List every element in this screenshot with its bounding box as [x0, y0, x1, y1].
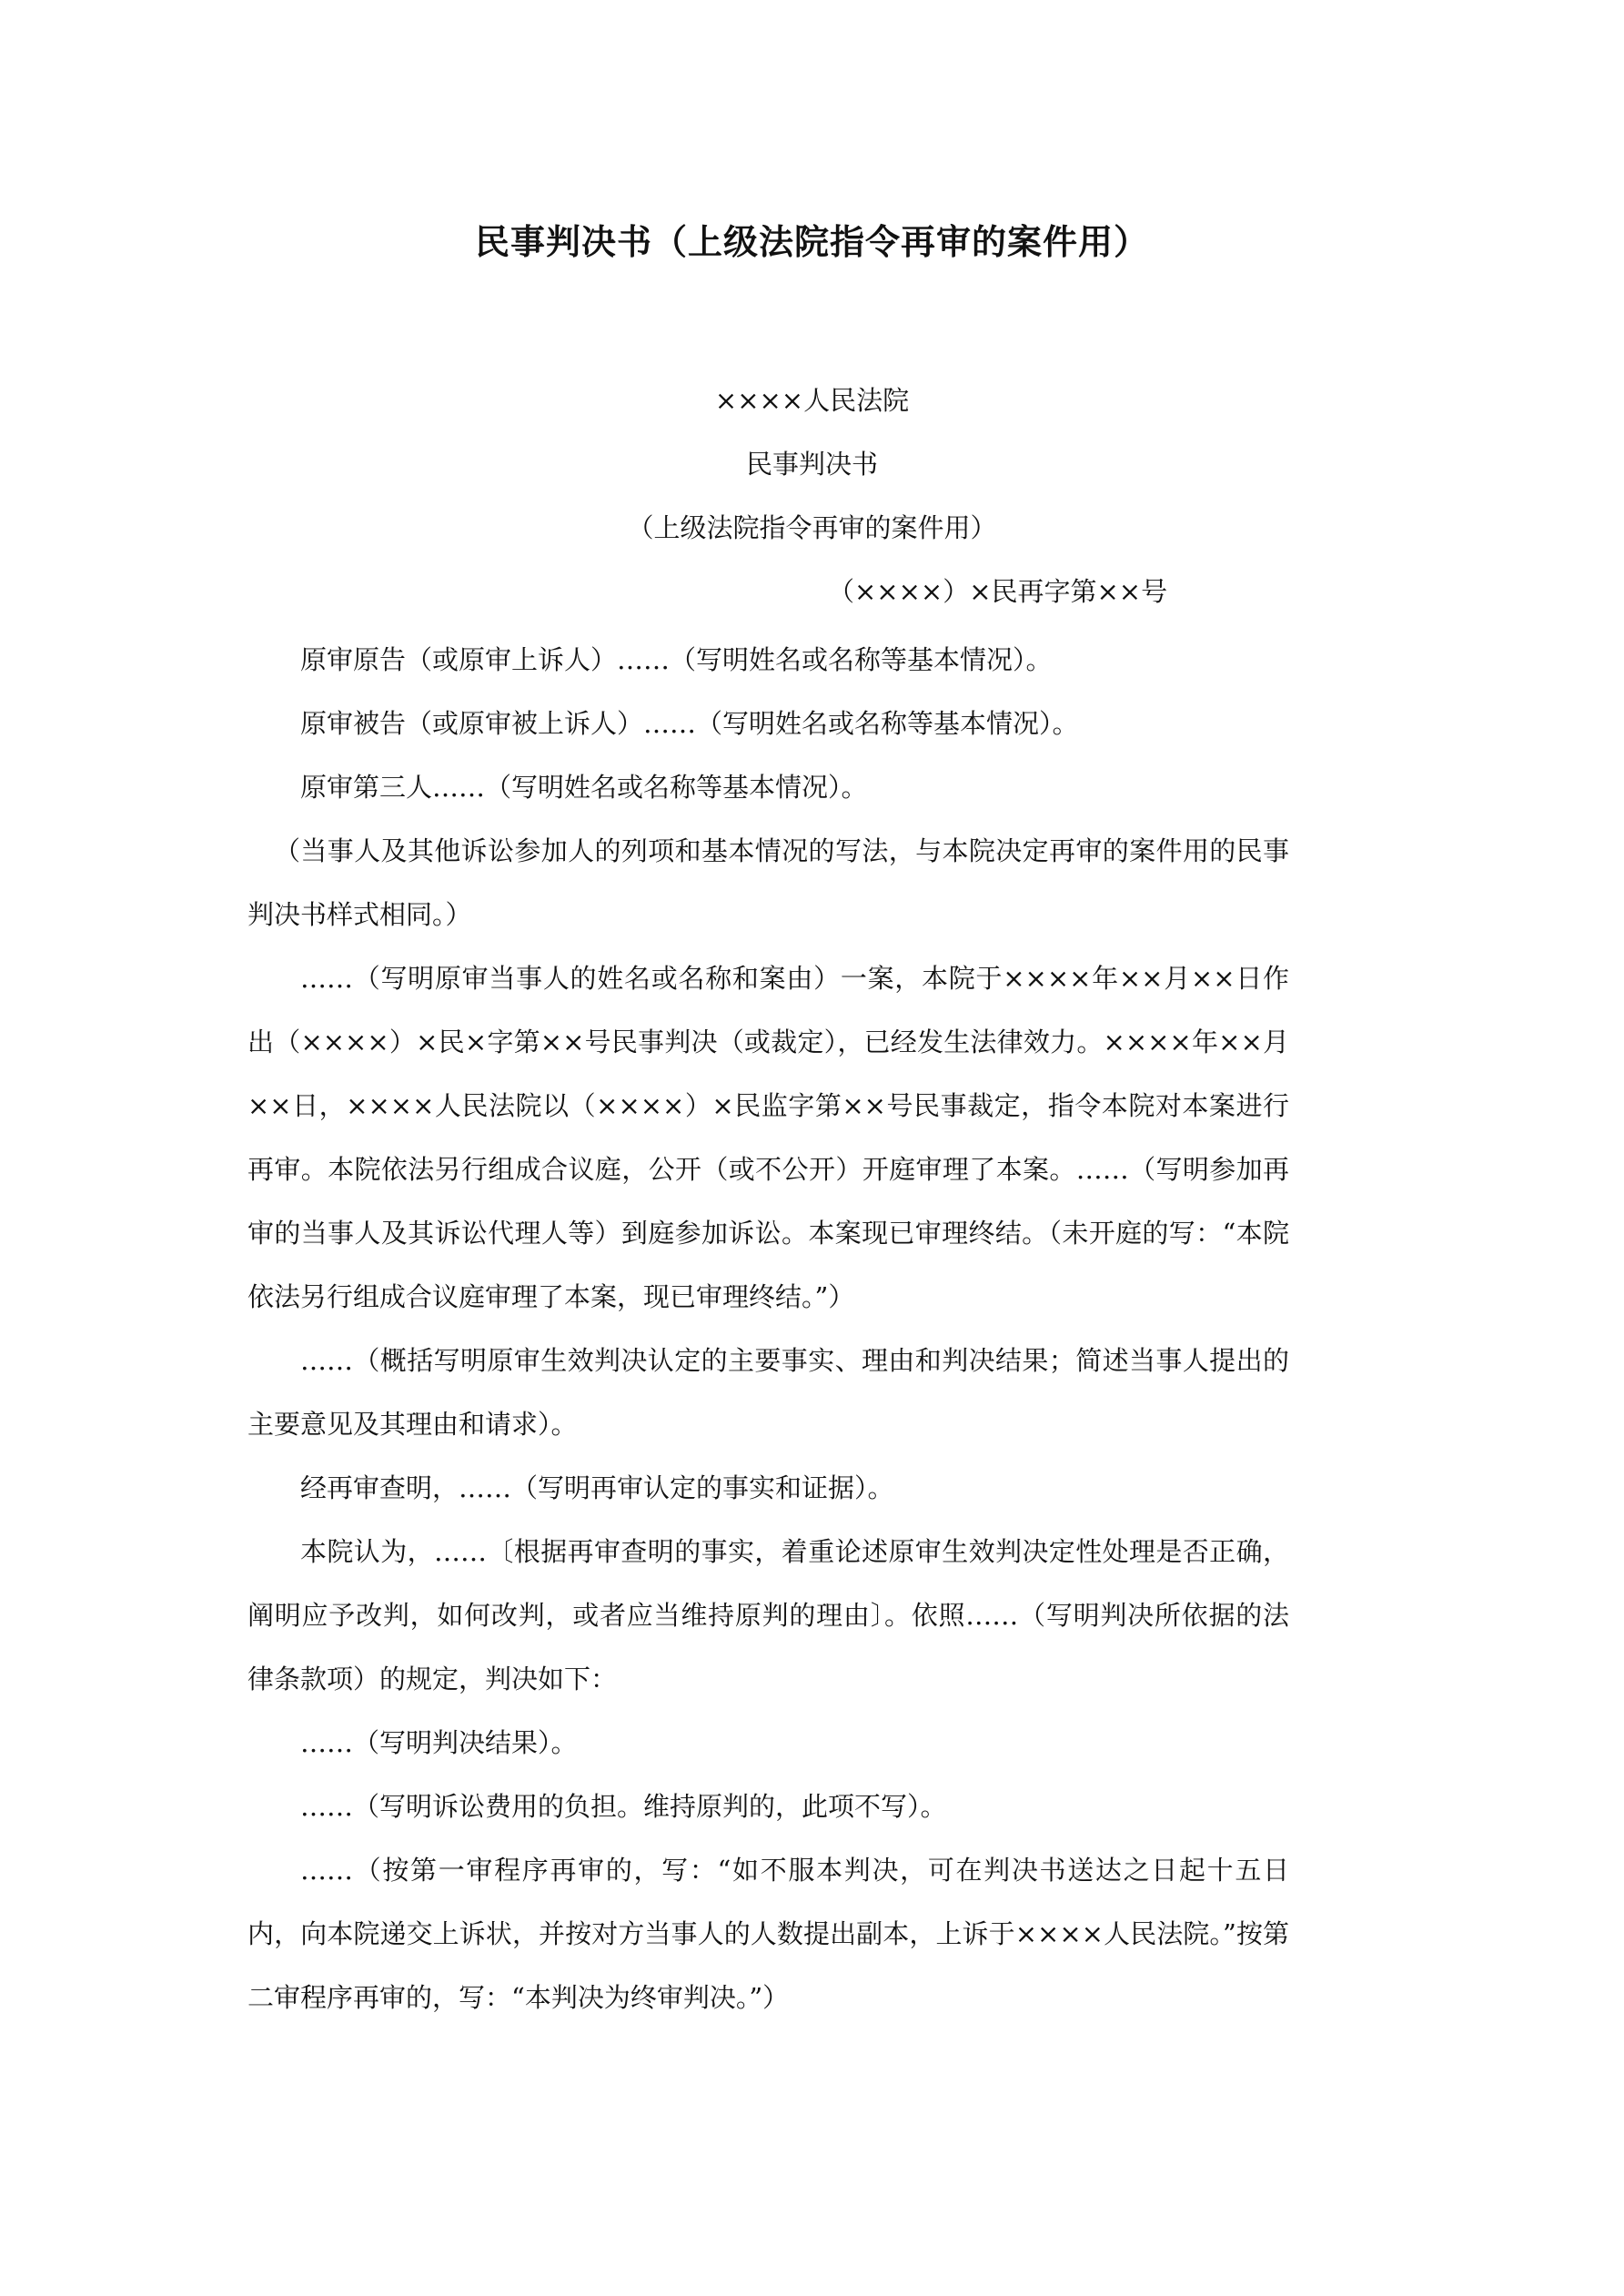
paragraph-judgment-result: ……（写明判决结果）。: [300, 1727, 578, 1758]
paragraph-retrial-findings: 经再审查明，……（写明再审认定的事实和证据）。: [300, 1472, 894, 1503]
paragraph-court-opinion: 本院认为，……〔根据再审查明的事实，着重论述原审生效判决定性处理是否正确，阐明应予改判，如何改判，或者应当维持原判的理由〕。依照……（写明判决所依据的法律条款项）的规定，判决如下：: [247, 1536, 1289, 1694]
document-subtitle: （上级法院指令再审的案件用）: [627, 512, 997, 543]
document-title: 民事判决书（上级法院指令再审的案件用）: [474, 222, 1149, 262]
paragraph-original-defendant: 原审被告（或原审被上诉人）……（写明姓名或名称等基本情况）。: [300, 708, 1079, 739]
paragraph-party-note: （当事人及其他诉讼参加人的列项和基本情况的写法，与本院决定再审的案件用的民事判决书样式相同。）: [247, 835, 1289, 930]
paragraph-appeal-notice: ……（按第一审程序再审的，写：“如不服本判决，可在判决书送达之日起十五日内，向本院递交上诉状，并按对方当事人的人数提出副本，上诉于××××人民法院。”按第二审程序再审的，写：“本判决为终审判决。”）: [247, 1855, 1289, 2013]
paragraph-third-party: 原审第三人……（写明姓名或名称等基本情况）。: [300, 772, 868, 803]
paragraph-litigation-costs: ……（写明诉讼费用的负担。维持原判的，此项不写）。: [300, 1791, 947, 1822]
case-number: （××××）×民再字第××号: [828, 576, 1168, 607]
document-type: 民事判决书: [745, 449, 878, 480]
document-body: [247, 628, 1289, 2029]
paragraph-original-plaintiff: 原审原告（或原审上诉人）……（写明姓名或名称等基本情况）。: [300, 644, 1053, 675]
paragraph-case-history: ……（写明原审当事人的姓名或名称和案由）一案，本院于××××年××月××日作出（××××）×民×字第××号民事判决（或裁定），已经发生法律效力。××××年××月××日，××××人民法院以（××××）×民监字第××号民事裁定，指令本院对本案进行再审。本院依法另行组成合议庭，公开（或不公开）开庭审理了本案。……（写明参加再审的当事人及其诉讼代理人等）到庭参加诉讼。本案现已审理终结。（未开庭的写：“本院依法另行组成合议庭审理了本案，现已审理终结。”）: [247, 963, 1289, 1312]
paragraph-original-summary: ……（概括写明原审生效判决认定的主要事实、理由和判决结果；简述当事人提出的主要意见及其理由和请求）。: [247, 1345, 1289, 1440]
court-name: ××××人民法院: [714, 385, 910, 416]
